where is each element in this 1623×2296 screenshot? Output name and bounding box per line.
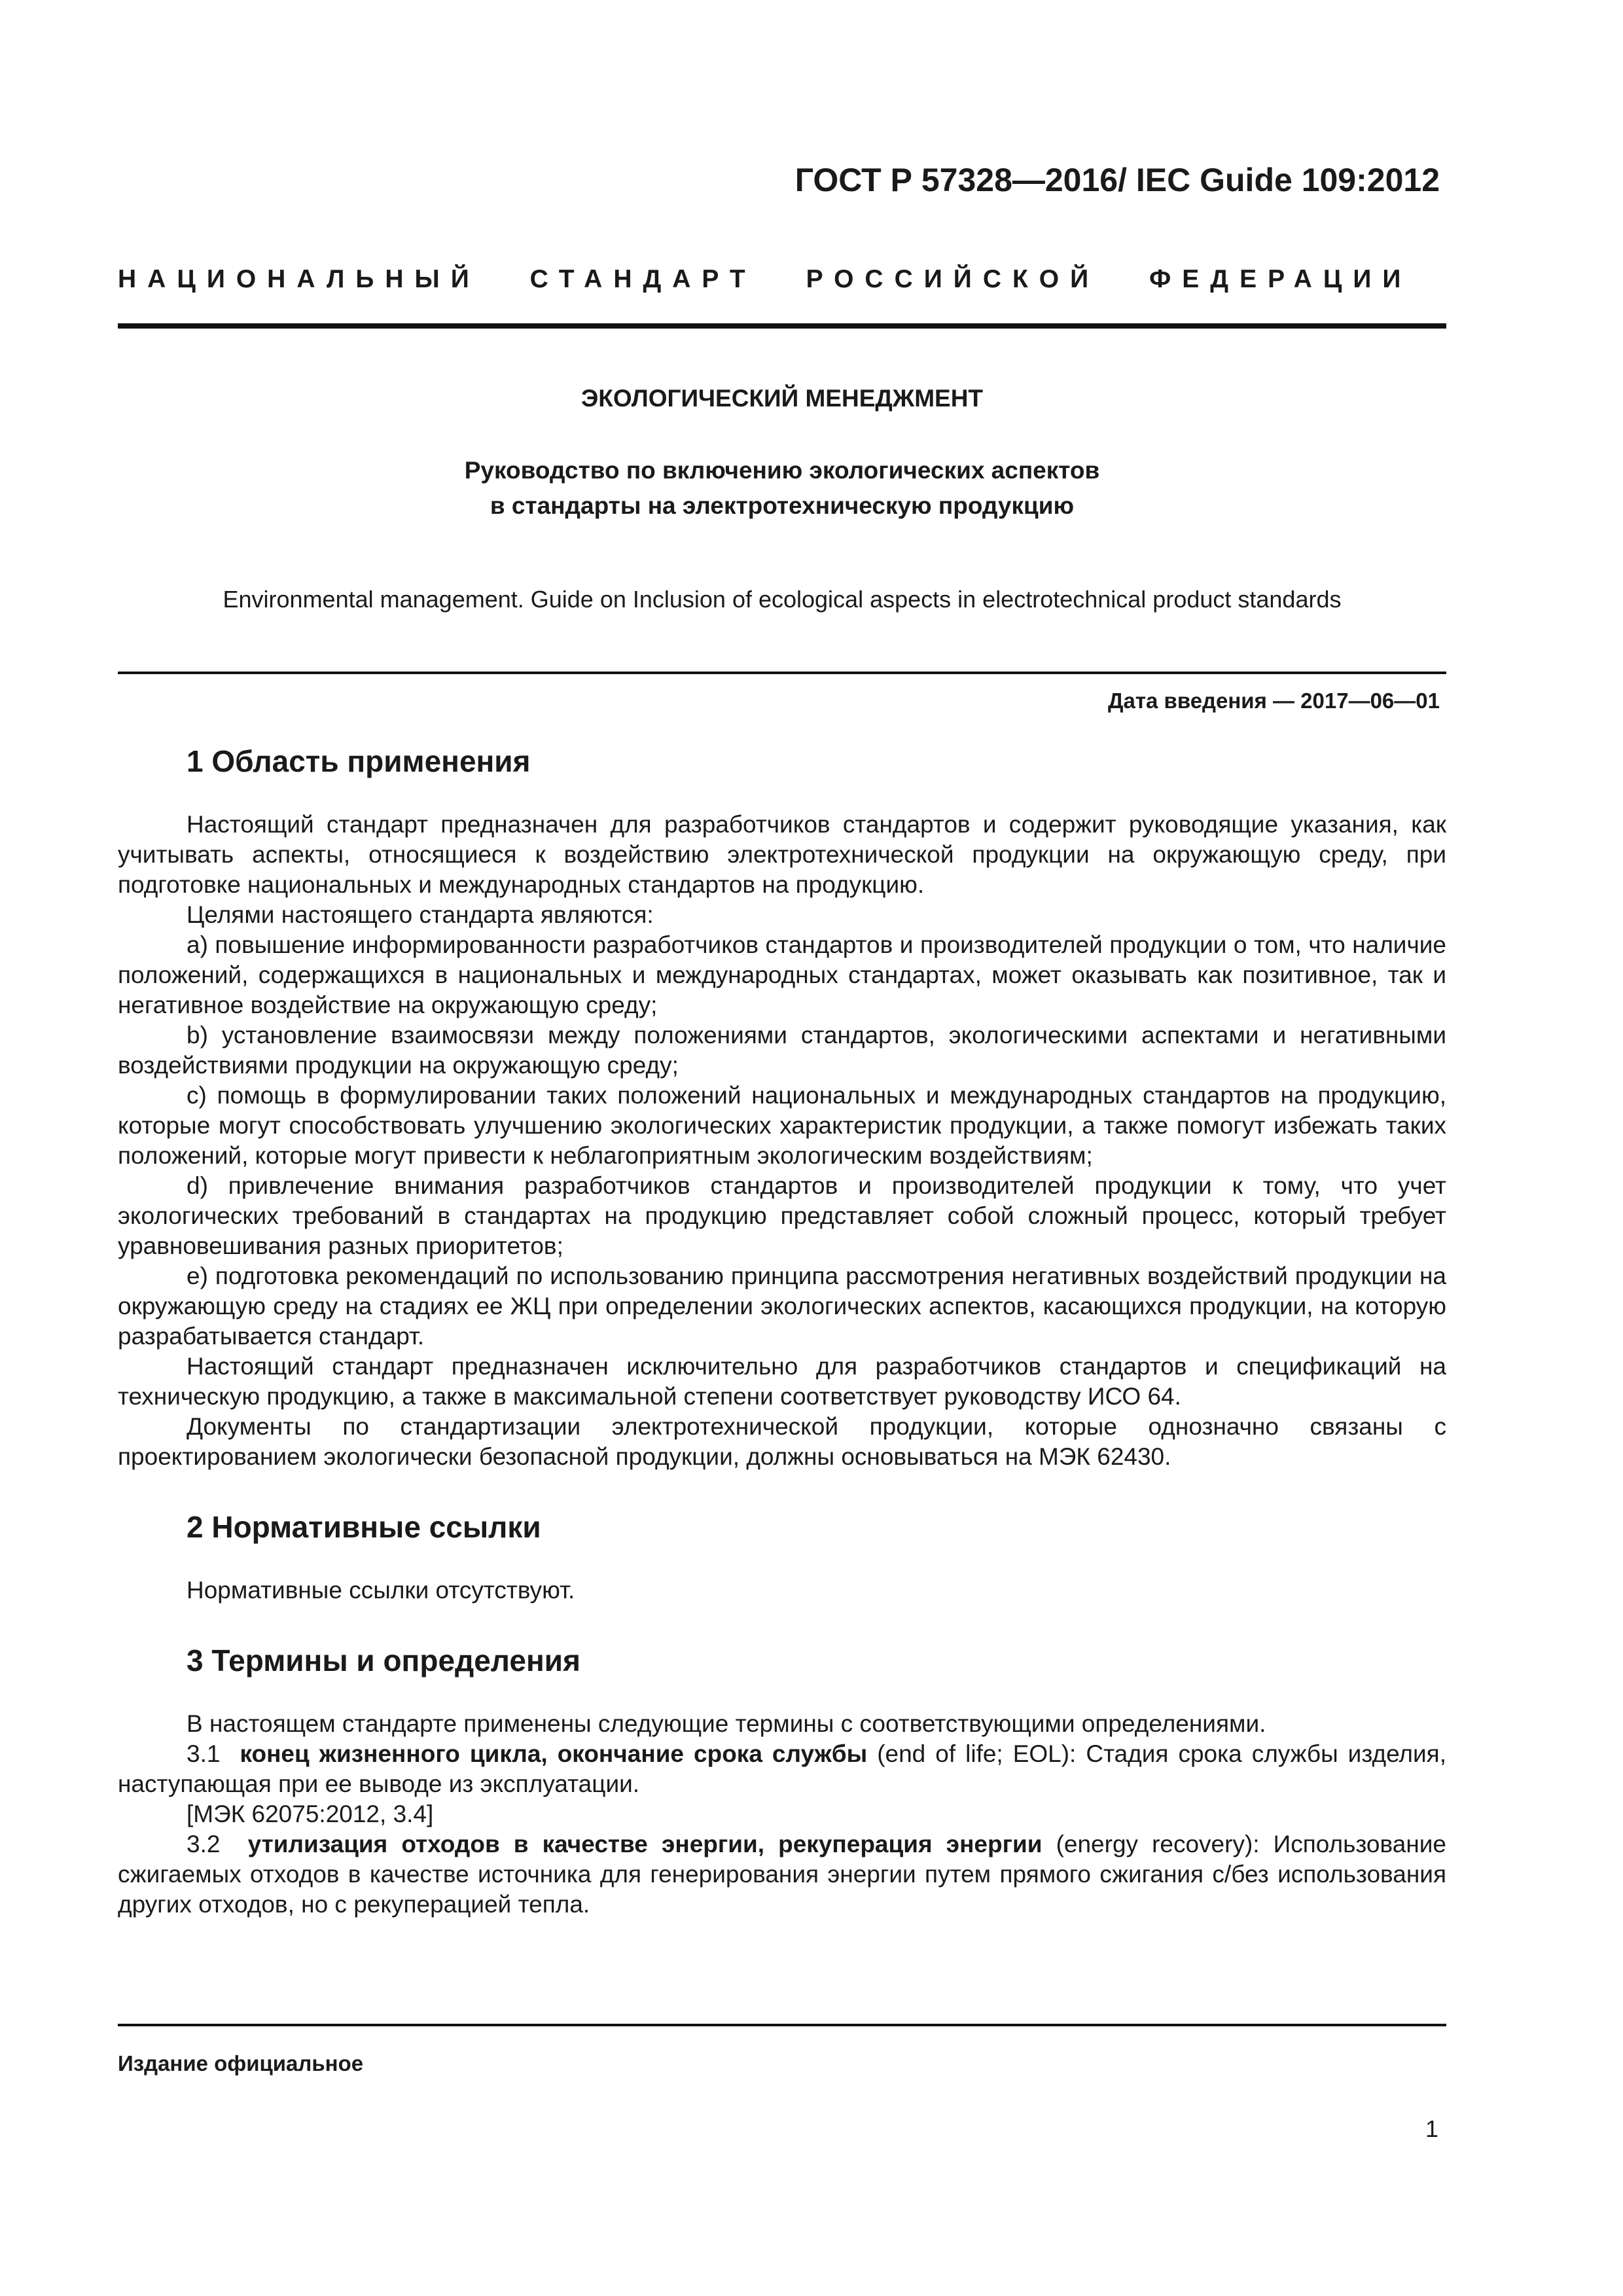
subtitle-line-2: в стандарты на электротехническую продукцию: [490, 492, 1075, 519]
list-item: b) установление взаимосвязи между положениями стандартов, экологическими аспектами и негативными воздействиями продукции на окружающую среду;: [118, 1022, 1446, 1079]
footer-divider: [118, 2024, 1446, 2026]
term-number: 3.2: [187, 1831, 221, 1857]
paragraph: Целями настоящего стандарта являются:: [187, 901, 654, 928]
term-entry-3-2: [118, 1829, 1446, 1920]
term-name: конец жизненного цикла, окончание срока службы: [240, 1740, 868, 1767]
section-2-heading: 2 Нормативные ссылки: [187, 1510, 541, 1544]
official-edition-label: Издание официальное: [118, 2051, 364, 2075]
national-standard-banner: НАЦИОНАЛЬНЫЙ СТАНДАРТ РОССИЙСКОЙ ФЕДЕРАЦИИ: [118, 265, 1412, 293]
paragraph: В настоящем стандарте применены следующие термины с соответствующими определениями.: [187, 1710, 1266, 1737]
paragraph: Настоящий стандарт предназначен исключительно для разработчиков стандартов и спецификаций на техническую продукцию, а также в максимальной степени соответствует руководству ИСО 64.: [118, 1353, 1446, 1410]
standard-designation: ГОСТ Р 57328—2016/ IEC Guide 109:2012: [794, 162, 1440, 198]
subtitle-line-1: Руководство по включению экологических аспектов: [464, 457, 1100, 484]
list-item: e) подготовка рекомендаций по использованию принципа рассмотрения негативных воздействий продукции на окружающую среду на стадиях ее ЖЦ при определении экологических аспектов, касающихся продукции, на которую разрабатывается стандарт.: [118, 1263, 1446, 1350]
main-content: [118, 743, 1446, 1920]
term-number: 3.1: [187, 1740, 221, 1767]
document-title: ЭКОЛОГИЧЕСКИЙ МЕНЕДЖМЕНТ: [580, 385, 984, 412]
document-subtitle: [118, 453, 1446, 524]
section-3-heading: 3 Термины и определения: [187, 1643, 580, 1677]
paragraph: Документы по стандартизации электротехнической продукции, которые однозначно связаны с проектированием экологически безопасной продукции, должны основываться на МЭК 62430.: [118, 1413, 1446, 1470]
list-item: d) привлечение внимания разработчиков стандартов и производителей продукции к тому, что учет экологических требований в стандартах на продукцию представляет собой сложный процесс, который требует уравновешивания разных приоритетов;: [118, 1172, 1446, 1259]
term-name: утилизация отходов в качестве энергии, рекуперация энергии: [247, 1831, 1043, 1857]
title-divider: [118, 672, 1446, 674]
paragraph: Нормативные ссылки отсутствуют.: [187, 1577, 575, 1604]
term-entry-3-1: [118, 1739, 1446, 1799]
list-item: a) повышение информированности разработчиков стандартов и производителей продукции о том, что наличие положений, содержащихся в национальных и международных стандартах, может оказывать как позитивное, так и негативное воздействие на окружающую среду;: [118, 931, 1446, 1018]
term-source: [МЭК 62075:2012, 3.4]: [187, 1801, 434, 1827]
list-item: c) помощь в формулировании таких положений национальных и международных стандартов на продукцию, которые могут способствовать улучшению экологических характеристик продукции, а также помогут избежать таких положений, которые могут привести к неблагоприятным экологическим воздействиям;: [118, 1082, 1446, 1169]
term-definition: (end of life; EOL): Стадия срока службы изделия, наступающая при ее выводе из эксплуатации.: [118, 1740, 1446, 1797]
english-title: Environmental management. Guide on Inclusion of ecological aspects in electrotechnical product standards: [223, 586, 1342, 613]
header-divider: [118, 323, 1446, 329]
paragraph: Настоящий стандарт предназначен для разработчиков стандартов и содержит руководящие указания, как учитывать аспекты, относящиеся к воздействию электротехнической продукции на окружающую среду, при подготовке национальных и международных стандартов на продукцию.: [118, 811, 1446, 898]
term-definition: (energy recovery): Использование сжигаемых отходов в качестве источника для генерирования энергии путем прямого сжигания с/без использования других отходов, но с рекуперацией тепла.: [118, 1831, 1447, 1918]
introduction-date: Дата введения — 2017—06—01: [1108, 689, 1440, 713]
page-number: 1: [1425, 2115, 1438, 2142]
section-1-heading: 1 Область применения: [187, 744, 531, 778]
